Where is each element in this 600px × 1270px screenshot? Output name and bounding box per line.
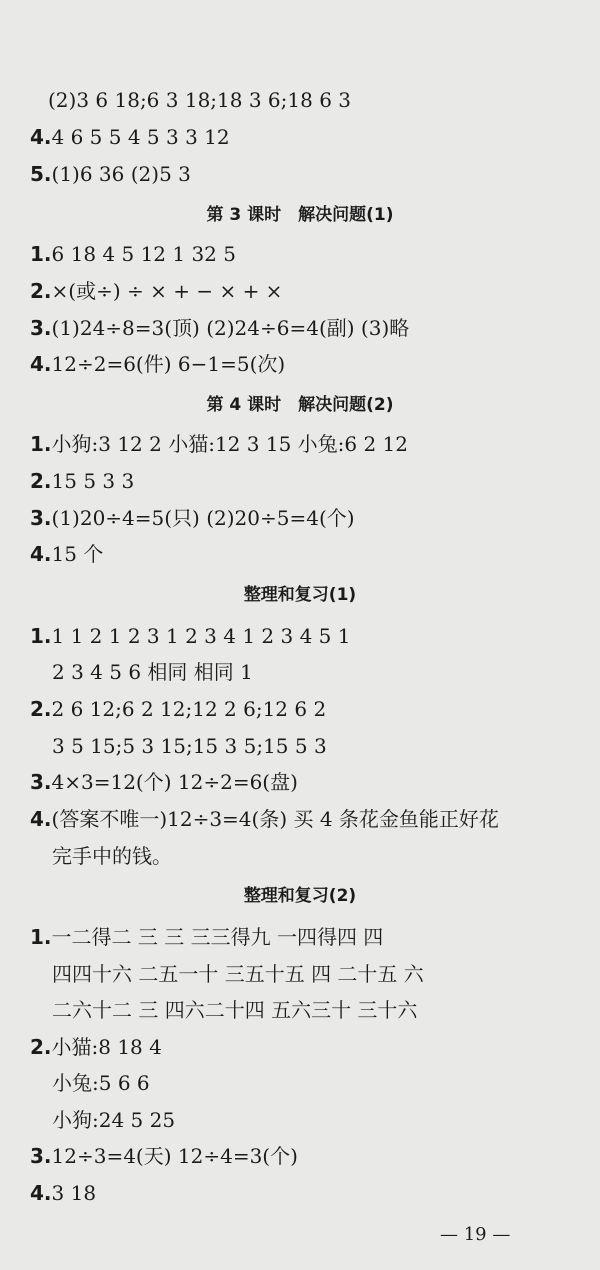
answer-line: 2 3 4 5 6 相同 相同 1 [52,660,253,684]
answer-line: 3.12÷3=4(天) 12÷4=3(个) [30,1144,298,1168]
answer-line: (2)3 6 18;6 3 18;18 3 6;18 6 3 [48,88,351,112]
section-heading: 整理和复习(1) [243,585,357,605]
answer-line: 4.15 个 [30,542,104,566]
answer-line: 完手中的钱。 [52,844,172,868]
answer-line: 3.4×3=12(个) 12÷2=6(盘) [30,770,298,794]
answer-line: 4.12÷2=6(件) 6−1=5(次) [30,352,286,376]
answer-line: 4.3 18 [30,1181,97,1205]
section-heading: 第 4 课时 解决问题(2) [206,395,394,415]
answer-line: 1.6 18 4 5 12 1 32 5 [30,242,236,266]
answer-line: 4.(答案不唯一)12÷3=4(条) 买 4 条花金鱼能正好花 [30,807,499,831]
page-number: — 19 — [440,1224,511,1245]
answer-line: 3.(1)24÷8=3(顶) (2)24÷6=4(副) (3)略 [30,316,410,340]
answer-line: 小狗:24 5 25 [52,1108,176,1132]
answer-line: 1.一二得二 三 三 三三得九 一四得四 四 [30,925,384,949]
answer-line: 2.2 6 12;6 2 12;12 2 6;12 6 2 [30,697,327,721]
answer-line: 四四十六 二五一十 三五十五 四 二十五 六 [52,962,424,986]
answer-line: 2.15 5 3 3 [30,469,135,493]
answer-line: 4.4 6 5 5 4 5 3 3 12 [30,125,230,149]
answer-line: 3 5 15;5 3 15;15 3 5;15 5 3 [52,734,327,758]
answer-line: 1.1 1 2 1 2 3 1 2 3 4 1 2 3 4 5 1 [30,624,351,648]
answer-line: 3.(1)20÷4=5(只) (2)20÷5=4(个) [30,506,355,530]
section-heading: 第 3 课时 解决问题(1) [206,205,394,225]
section-heading: 整理和复习(2) [243,886,357,906]
answer-line: 2.小猫:8 18 4 [30,1035,162,1059]
answer-line: 1.小狗:3 12 2 小猫:12 3 15 小兔:6 2 12 [30,432,409,456]
answer-line: 5.(1)6 36 (2)5 3 [30,162,191,186]
answer-line: 二六十二 三 四六二十四 五六三十 三十六 [52,998,418,1022]
answer-line: 2.×(或÷) ÷ × + − × + × [30,279,283,303]
answer-line: 小兔:5 6 6 [52,1071,150,1095]
